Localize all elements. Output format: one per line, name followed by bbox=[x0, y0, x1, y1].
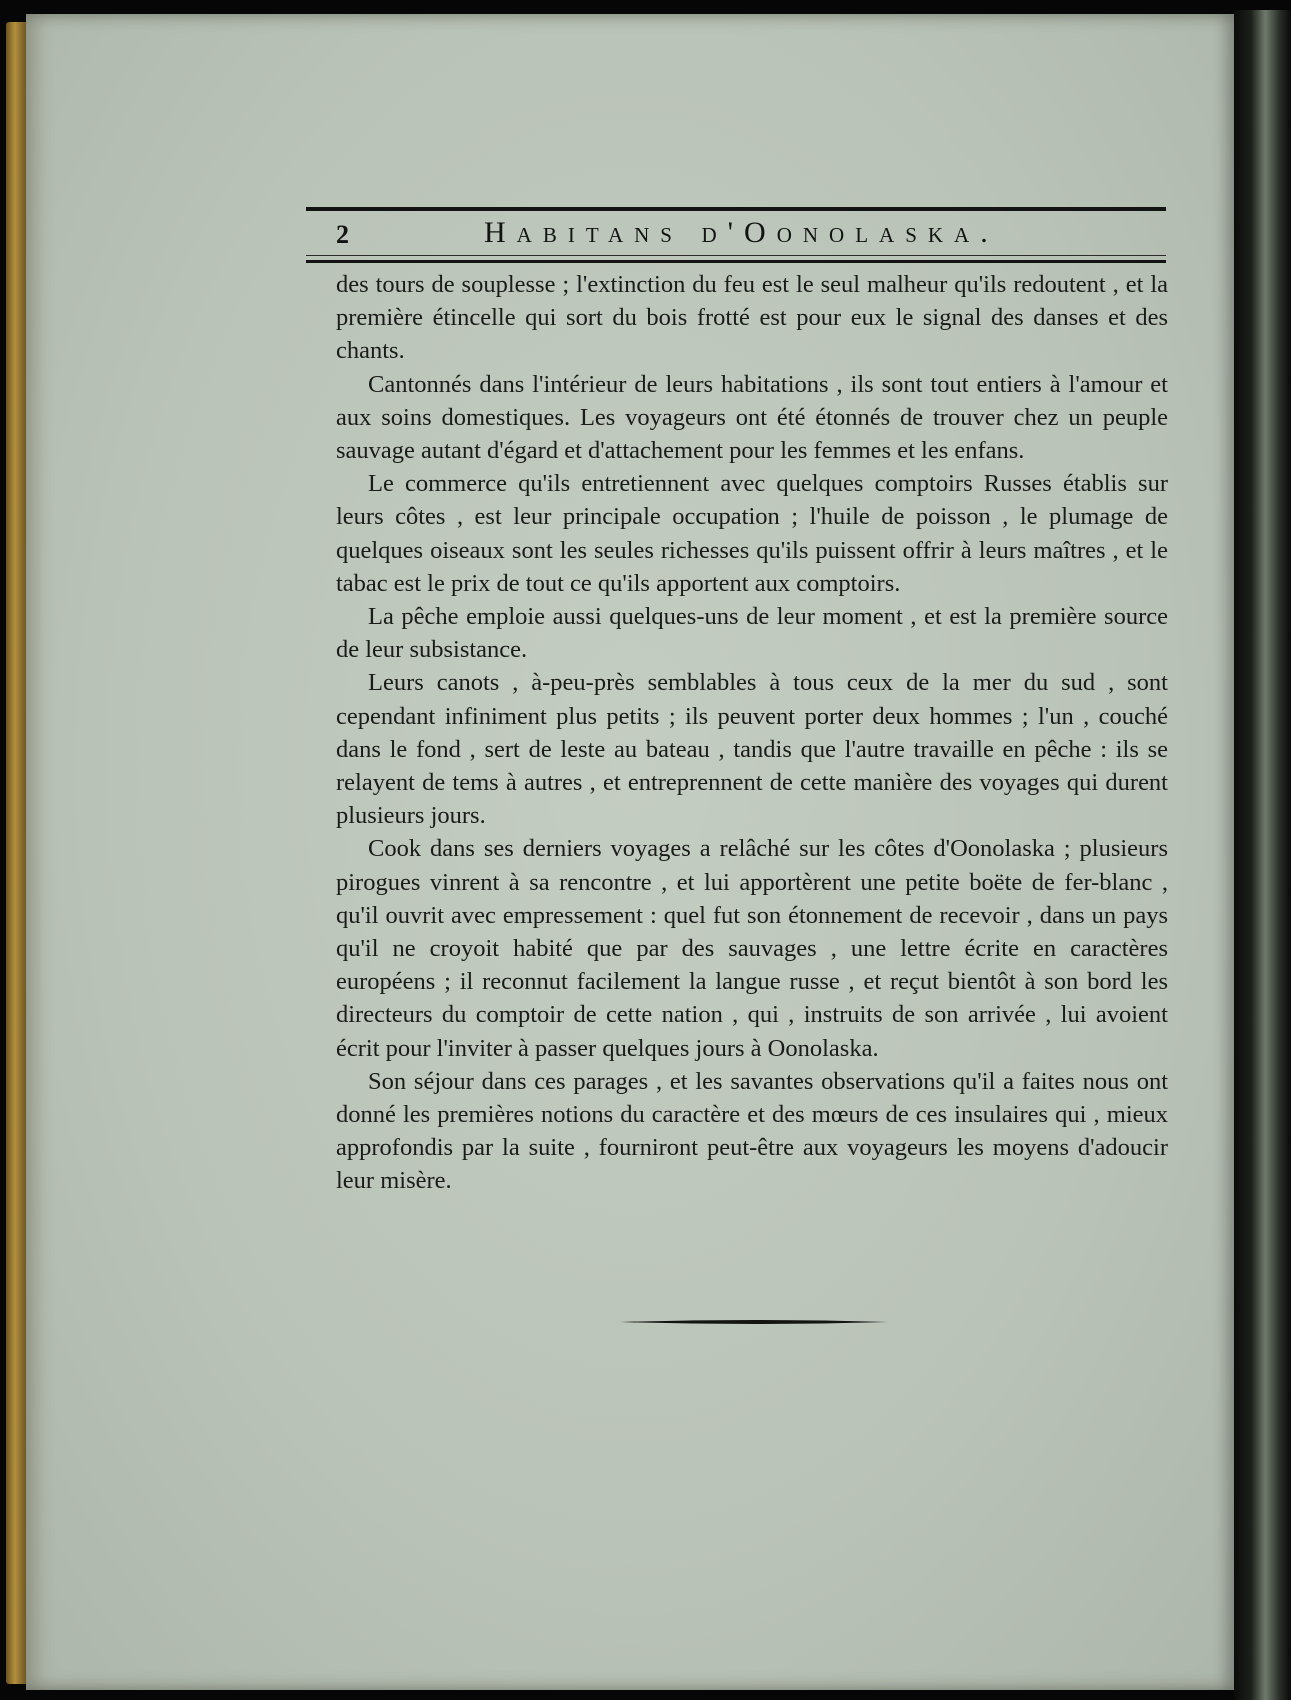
paragraph: Le commerce qu'ils entretiennent avec quelques comptoirs Russes établis sur leurs côtes , est leur principale occupation ; l'huile de poisson , le plumage de quelques oiseaux sont les seules richesses qu'ils puissent offrir à leurs maîtres , et le tabac est le prix de tout ce qu'ils apportent aux comptoirs. bbox=[336, 470, 1168, 597]
header-thin-rule bbox=[306, 255, 1166, 256]
running-head: Habitans d'Oonolaska. bbox=[484, 216, 999, 249]
page-number: 2 bbox=[336, 220, 349, 249]
body-text bbox=[336, 268, 1168, 1198]
paragraph: La pêche emploie aussi quelques-uns de leur moment , et est la première source de leur subsistance. bbox=[336, 603, 1168, 664]
paragraph: Son séjour dans ces parages , et les savantes observations qu'il a faites nous ont donné les premières notions du caractère et des mœurs de ces insulaires qui , mieux approfondis par la suite , fourniront peut-être aux voyageurs les moyens d'adoucir leur misère. bbox=[336, 1067, 1168, 1195]
paragraph: Leurs canots , à-peu-près semblables à tous ceux de la mer du sud , sont cependant infiniment plus petits ; ils peuvent porter deux hommes ; l'un , couché dans le fond , sert de leste au bateau , tandis que l'autre travaille en pêche : ils se relayent de tems à autres , et entreprennent de cette manière des voyages qui durent plusieurs jours. bbox=[336, 669, 1168, 830]
end-ornament-rule bbox=[620, 1319, 888, 1325]
paragraph: Cantonnés dans l'intérieur de leurs habitations , ils sont tout entiers à l'amour et aux soins domestiques. Les voyageurs ont été étonnés de trouver chez un peuple sauvage autant d'égard et d'attachement pour les femmes et les enfans. bbox=[336, 370, 1168, 465]
paragraph: des tours de souplesse ; l'extinction du feu est le seul malheur qu'ils redoutent , et la première étincelle qui sort du bois frotté est pour eux le signal des danses et des chants. bbox=[336, 271, 1168, 365]
paragraph: Cook dans ses derniers voyages a relâché sur les côtes d'Oonolaska ; plusieurs pirogues vinrent à sa rencontre , et lui apportèrent une petite boëte de fer-blanc , qu'il ouvrit avec empressement : quel fut son étonnement de recevoir , dans un pays qu'il ne croyoit habité que par des sauvages , une lettre écrite en caractères européens ; il reconnut facilement la langue russe , et reçut bientôt à son bord les directeurs du comptoir de cette nation , qui , instruits de son arrivée , lui avoient écrit pour l'inviter à passer quelques jours à Oonolaska. bbox=[336, 835, 1168, 1062]
header-top-rule bbox=[306, 207, 1166, 211]
header-bottom-rule bbox=[306, 260, 1166, 263]
binding-shadow bbox=[1234, 10, 1291, 1700]
